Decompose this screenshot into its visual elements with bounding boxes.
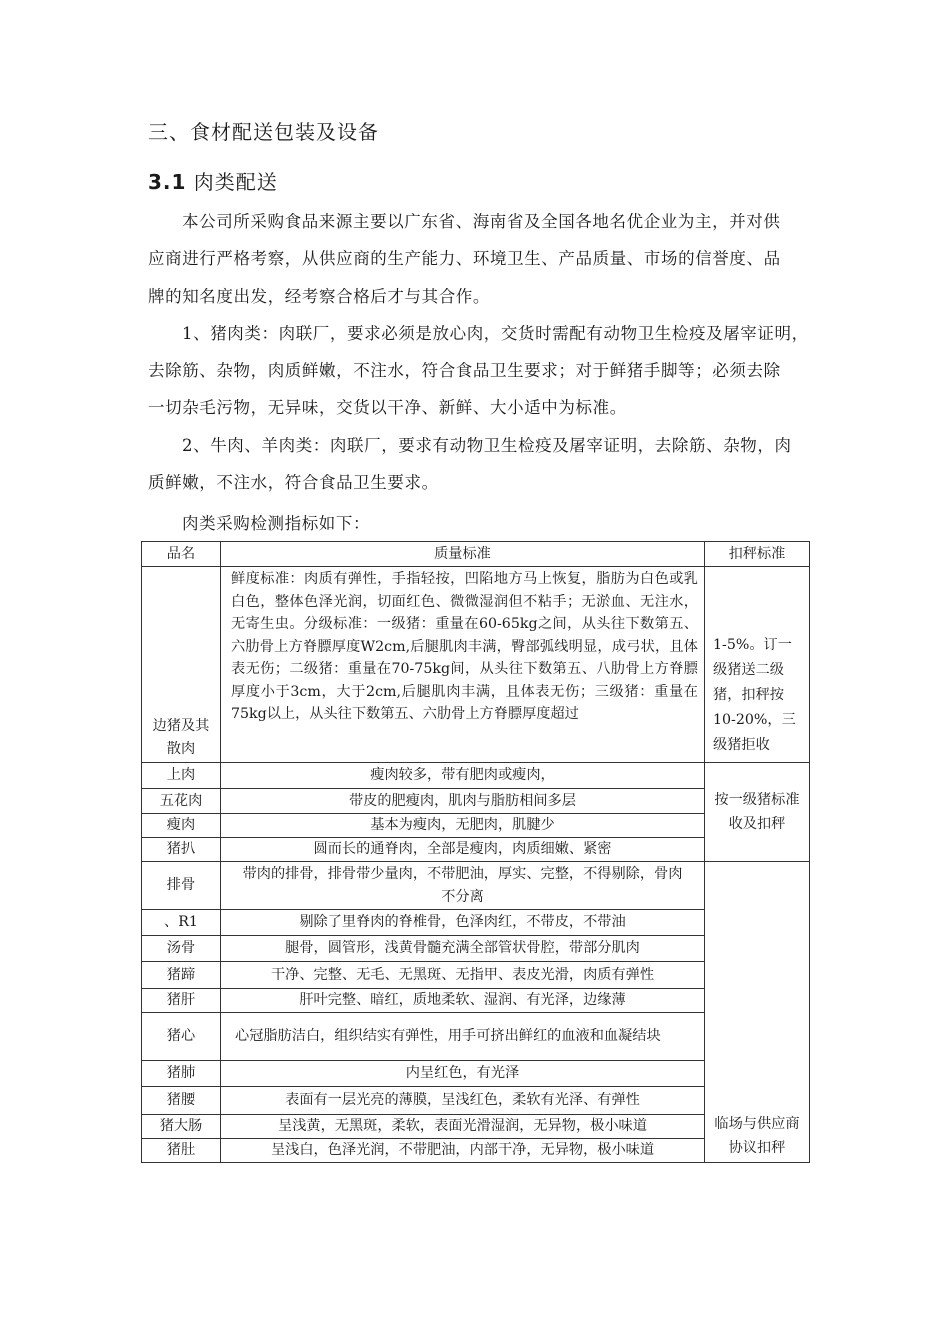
- row-standard: 干净、完整、无毛、无黑斑、无指甲、表皮光滑，肉质有弹性: [221, 962, 705, 989]
- table-row: [142, 567, 810, 763]
- row-standard: 带肉的排骨，排骨带少量肉，不带肥油，厚实、完整，不得剔除，骨肉不分离: [221, 862, 705, 910]
- row-name: 五花肉: [142, 789, 221, 814]
- deduction-standard: 按一级猪标准收及扣秤: [705, 763, 810, 862]
- row-standard: 腿骨，圆管形，浅黄骨髓充满全部管状骨腔，带部分肌肉: [221, 936, 705, 962]
- row-name: 猪肺: [142, 1061, 221, 1087]
- meat-spec-table: [141, 541, 810, 1163]
- intro-line-1: 本公司所采购食品来源主要以广东省、海南省及全国各地名优企业为主，并对供: [182, 212, 781, 231]
- subsection-title: 肉类配送: [193, 170, 278, 194]
- row-name: 、R1: [142, 910, 221, 936]
- row-name: 猪蹄: [142, 962, 221, 989]
- row-name: 瘦肉: [142, 814, 221, 838]
- subsection-number: 3.1: [148, 170, 187, 194]
- intro-line-3: 牌的知名度出发，经考察合格后才与其合作。: [148, 287, 490, 306]
- row-standard: 肝叶完整、暗红，质地柔软、湿润、有光泽，边缘薄: [221, 989, 705, 1013]
- row-standard: 心冠脂肪洁白，组织结实有弹性，用手可挤出鲜红的血液和血凝结块: [221, 1013, 705, 1061]
- table-header-row: [142, 542, 810, 567]
- table-row: [142, 862, 810, 910]
- pork-line-3: 一切杂毛污物，无异味，交货以干净、新鲜、大小适中为标准。: [148, 398, 627, 417]
- row-name: 猪肝: [142, 989, 221, 1013]
- row-standard: 表面有一层光亮的薄膜，呈浅红色，柔软有光泽、有弹性: [221, 1087, 705, 1115]
- row-name: 猪大肠: [142, 1115, 221, 1139]
- row-name: 猪肚: [142, 1139, 221, 1163]
- row-name: 上肉: [142, 763, 221, 789]
- row-name: 排骨: [142, 862, 221, 910]
- deduction-negotiated: 临场与供应商协议扣秤: [705, 862, 810, 1163]
- header-name: 品名: [142, 542, 221, 567]
- row-standard: 圆而长的通脊肉，全部是瘦肉，肉质细嫩、紧密: [221, 838, 705, 862]
- row-standard: 呈浅黄，无黑斑，柔软，表面光滑湿润，无异物，极小味道: [221, 1115, 705, 1139]
- pork-line-1: 1、猪肉类：肉联厂，要求必须是放心肉，交货时需配有动物卫生检疫及屠宰证明，: [182, 324, 809, 343]
- section-heading: 三、食材配送包装及设备: [148, 120, 379, 144]
- header-standard: 质量标准: [221, 542, 705, 567]
- row-standard: 带皮的肥瘦肉，肌肉与脂肪相间多层: [221, 789, 705, 814]
- row-name: 猪扒: [142, 838, 221, 862]
- row-name: 汤骨: [142, 936, 221, 962]
- beef-line-2: 质鲜嫩，不注水，符合食品卫生要求。: [148, 473, 439, 492]
- table-intro: 肉类采购检测指标如下：: [182, 514, 371, 533]
- row-name: 猪心: [142, 1013, 221, 1061]
- table-row: [142, 763, 810, 789]
- pork-line-2: 去除筋、杂物，肉质鲜嫩，不注水，符合食品卫生要求；对于鲜猪手脚等；必须去除: [148, 361, 781, 380]
- row-standard: 呈浅白，色泽光润，不带肥油，内部干净，无异物，极小味道: [221, 1139, 705, 1163]
- intro-line-2: 应商进行严格考察，从供应商的生产能力、环境卫生、产品质量、市场的信誉度、品: [148, 249, 781, 268]
- row-standard: 剔除了里脊肉的脊椎骨，色泽肉红，不带皮，不带油: [221, 910, 705, 936]
- beef-line-1: 2、牛肉、羊肉类：肉联厂，要求有动物卫生检疫及屠宰证明，去除筋、杂物，肉: [182, 436, 792, 455]
- row-name: 猪腰: [142, 1087, 221, 1115]
- row-standard: 瘦肉较多，带有肥肉或瘦肉，: [221, 763, 705, 789]
- deduction-grade: 1-5%。订一级猪送二级猪，扣秤按10-20%，三级猪拒收: [705, 567, 810, 763]
- row-standard: 鲜度标准：肉质有弹性，手指轻按，凹陷地方马上恢复，脂肪为白色或乳白色，整体色泽光润，切面红色、微微湿润但不粘手；无淤血、无注水，无寄生虫。分级标准：一级猪：重量在60-65kg之间，从头往下数第五、六肋骨上方脊膘厚度W2cm,后腿肌肉丰满，臀部弧线明显，成弓状，且体表无伤；二级猪：重量在70-75kg间，从头往下数第五、八肋骨上方脊膘厚度小于3cm，大于2cm,后腿肌肉丰满，且体表无伤；三级猪：重量在75kg以上，从头往下数第五、六肋骨上方脊膘厚度超过: [221, 567, 705, 763]
- row-standard: 内呈红色，有光泽: [221, 1061, 705, 1087]
- header-deduction: 扣秤标准: [705, 542, 810, 567]
- subsection-heading: [148, 166, 278, 195]
- row-standard: 基本为瘦肉，无肥肉，肌腱少: [221, 814, 705, 838]
- row-name: 边猪及其散肉: [142, 567, 221, 763]
